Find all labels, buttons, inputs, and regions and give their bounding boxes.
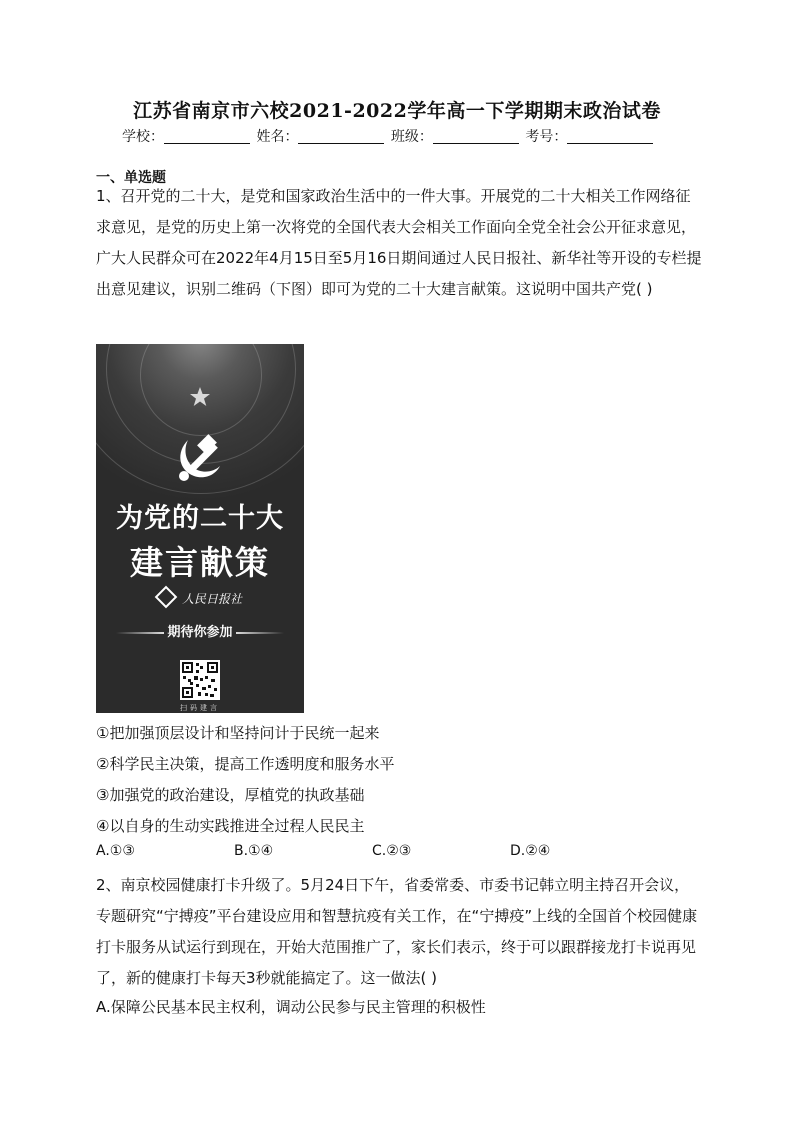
class-label: 班级： bbox=[390, 129, 433, 145]
school-label: 学校： bbox=[122, 129, 164, 145]
id-label: 考号： bbox=[525, 129, 568, 145]
choice-c[interactable]: C.②③ bbox=[372, 843, 412, 859]
student-info-line bbox=[122, 126, 655, 146]
statement-3: ③加强党的政治建设，厚植党的执政基础 bbox=[96, 786, 365, 804]
poster-line-2: 建言献策 bbox=[130, 543, 270, 582]
choice-b[interactable]: B.①④ bbox=[234, 843, 274, 859]
choice-a[interactable]: A.①③ bbox=[96, 843, 135, 859]
join-text: 期待你参加 bbox=[167, 625, 233, 640]
peoples-daily-logo-icon bbox=[155, 586, 178, 609]
poster-line-1: 为党的二十大 bbox=[116, 503, 284, 534]
question-2-text: 2、南京校园健康打卡升级了。5月24日下午，省委常委、市委书记韩立明主持召开会议，专题研究“宁搏疫”平台建设应用和智慧抗疫有关工作，在“宁搏疫”上线的全国首个校园健康打卡服务从试运行到现在，开始大范围推广了，家长们表示，终于可以跟群接龙打卡说再见了，新的健康打卡每天3秒就能搞定了。这一做法( ) bbox=[96, 876, 698, 987]
logo-text: 人民日报社 bbox=[181, 592, 242, 606]
peoples-daily-logo bbox=[96, 589, 304, 607]
question-1-statements bbox=[96, 718, 394, 842]
join-bar-left bbox=[116, 632, 164, 634]
hammer-sickle-icon bbox=[172, 430, 228, 484]
name-blank[interactable] bbox=[298, 129, 384, 144]
statement-2: ②科学民主决策，提高工作透明度和服务水平 bbox=[96, 755, 395, 773]
question-1-text: 1、召开党的二十大，是党和国家政治生活中的一件大事。开展党的二十大相关工作网络征求意见，是党的历史上第一次将党的全国代表大会相关工作面向全党全社会公开征求意见，广大人民群众可在2022年4月15日至5月16日期间通过人民日报社、新华社等开设的专栏提出意见建议，识别二维码（下图）即可为党的二十大建言献策。这说明中国共产党( ) bbox=[96, 187, 702, 298]
red-star-icon bbox=[189, 386, 211, 408]
statement-1: ①把加强顶层设计和坚持问计于民统一起来 bbox=[96, 724, 380, 742]
id-blank[interactable] bbox=[567, 129, 653, 144]
section-title: 一、单选题 bbox=[96, 170, 166, 186]
name-label: 姓名： bbox=[256, 129, 299, 145]
join-banner bbox=[116, 622, 284, 644]
qr-code-icon[interactable] bbox=[180, 660, 220, 700]
class-blank[interactable] bbox=[433, 129, 519, 144]
question-2-choice-a[interactable]: A.保障公民基本民主权利，调动公民参与民主管理的积极性 bbox=[96, 998, 486, 1016]
statement-4: ④以自身的生动实践推进全过程人民民主 bbox=[96, 817, 365, 835]
exam-title: 江苏省南京市六校2021-2022学年高一下学期期末政治试卷 bbox=[133, 100, 661, 122]
join-bar-right bbox=[236, 632, 284, 634]
choice-d[interactable]: D.②④ bbox=[510, 843, 551, 859]
school-blank[interactable] bbox=[164, 129, 250, 144]
question-1-poster-image bbox=[96, 344, 304, 713]
qr-caption: 扫码建言 bbox=[180, 704, 220, 712]
